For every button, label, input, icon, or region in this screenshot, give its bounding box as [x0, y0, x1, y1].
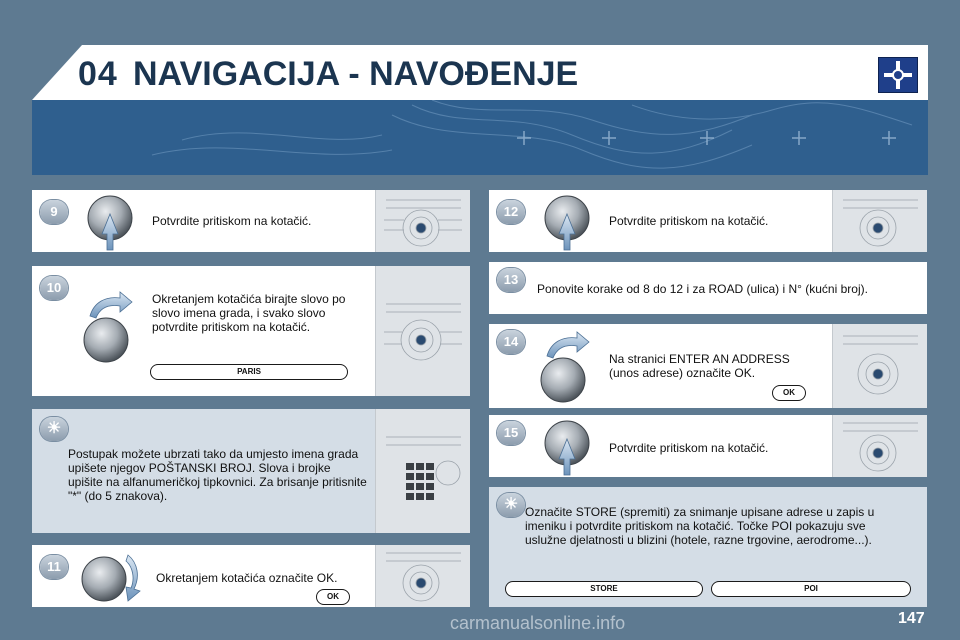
step-text: Potvrdite pritiskom na kotačić. — [609, 214, 769, 228]
radio-console-icon — [832, 324, 927, 408]
step-text: Potvrdite pritiskom na kotačić. — [609, 441, 769, 455]
page-number: 147 — [898, 610, 925, 627]
tip-panel-postcode — [32, 409, 470, 533]
step-14-panel — [489, 324, 927, 408]
knob-press-icon — [537, 417, 597, 477]
ok-pill-button[interactable]: OK — [316, 589, 350, 605]
chapter-number: 04 — [78, 55, 118, 93]
step-12-panel — [489, 190, 927, 252]
radio-console-icon — [832, 190, 927, 252]
step-badge: 13 — [497, 268, 525, 292]
knob-press-icon — [80, 192, 140, 252]
lightbulb-icon: ☀ — [40, 417, 68, 441]
step-text: Na stranici ENTER AN ADDRESS (unos adrese) označite OK. — [609, 352, 790, 380]
topographic-banner — [32, 100, 928, 175]
step-badge: 12 — [497, 200, 525, 224]
knob-press-icon — [537, 192, 597, 252]
paris-pill-button[interactable]: PARIS — [150, 364, 348, 380]
radio-console-icon — [375, 266, 470, 396]
tip-text: Postupak možete ubrzati tako da umjesto imena grada upišete njegov POŠTANSKI BROJ. Slova i brojke upišite na alfanumeričkoj tipkovnici. Za brisanje pritisnite "*" (do 5 znakova). — [68, 447, 367, 503]
ok-pill-button[interactable]: OK — [772, 385, 806, 401]
step-11-panel — [32, 545, 470, 607]
step-text: Potvrdite pritiskom na kotačić. — [152, 214, 312, 228]
navigation-cross-icon — [878, 57, 918, 93]
watermark: carmanualsonline.info — [450, 613, 626, 633]
step-badge: 11 — [40, 555, 68, 579]
step-badge: 10 — [40, 276, 68, 300]
step-10-panel — [32, 266, 470, 396]
store-pill-button[interactable]: STORE — [505, 581, 703, 597]
header-corner-cut — [32, 45, 82, 100]
step-badge: 14 — [497, 330, 525, 354]
step-badge: 9 — [40, 200, 68, 224]
radio-console-icon — [375, 190, 470, 252]
step-text: Okretanjem kotačića birajte slovo po slovo imena grada, i svako slovo potvrdite pritiskom na kotačić. — [152, 292, 346, 334]
lightbulb-icon: ☀ — [497, 493, 525, 517]
tip-panel-store-poi — [489, 487, 927, 607]
step-15-panel — [489, 415, 927, 477]
step-13-panel — [489, 262, 927, 314]
knob-rotate-icon — [537, 328, 597, 408]
step-text: Okretanjem kotačića označite OK. — [156, 571, 338, 585]
step-badge: 15 — [497, 421, 525, 445]
knob-rotate-icon — [80, 288, 140, 368]
page-title: NAVIGACIJA - NAVOĐENJE — [133, 55, 579, 93]
step-text: Ponovite korake od 8 do 12 i za ROAD (ulica) i N° (kućni broj). — [537, 282, 868, 296]
radio-console-icon — [375, 545, 470, 607]
radio-console-icon — [832, 415, 927, 477]
poi-pill-button[interactable]: POI — [711, 581, 911, 597]
tip-text: Označite STORE (spremiti) za snimanje upisane adrese u zapis u imeniku i potvrdite pritiskom na kotačić. Točke POI pokazuju sve uslužne djelatnosti u blizini (hotele, razne trgovine, aerodrome...). — [525, 505, 875, 547]
knob-rotate-down-icon — [76, 547, 156, 607]
step-9-panel — [32, 190, 470, 252]
radio-keypad-icon — [375, 409, 470, 533]
